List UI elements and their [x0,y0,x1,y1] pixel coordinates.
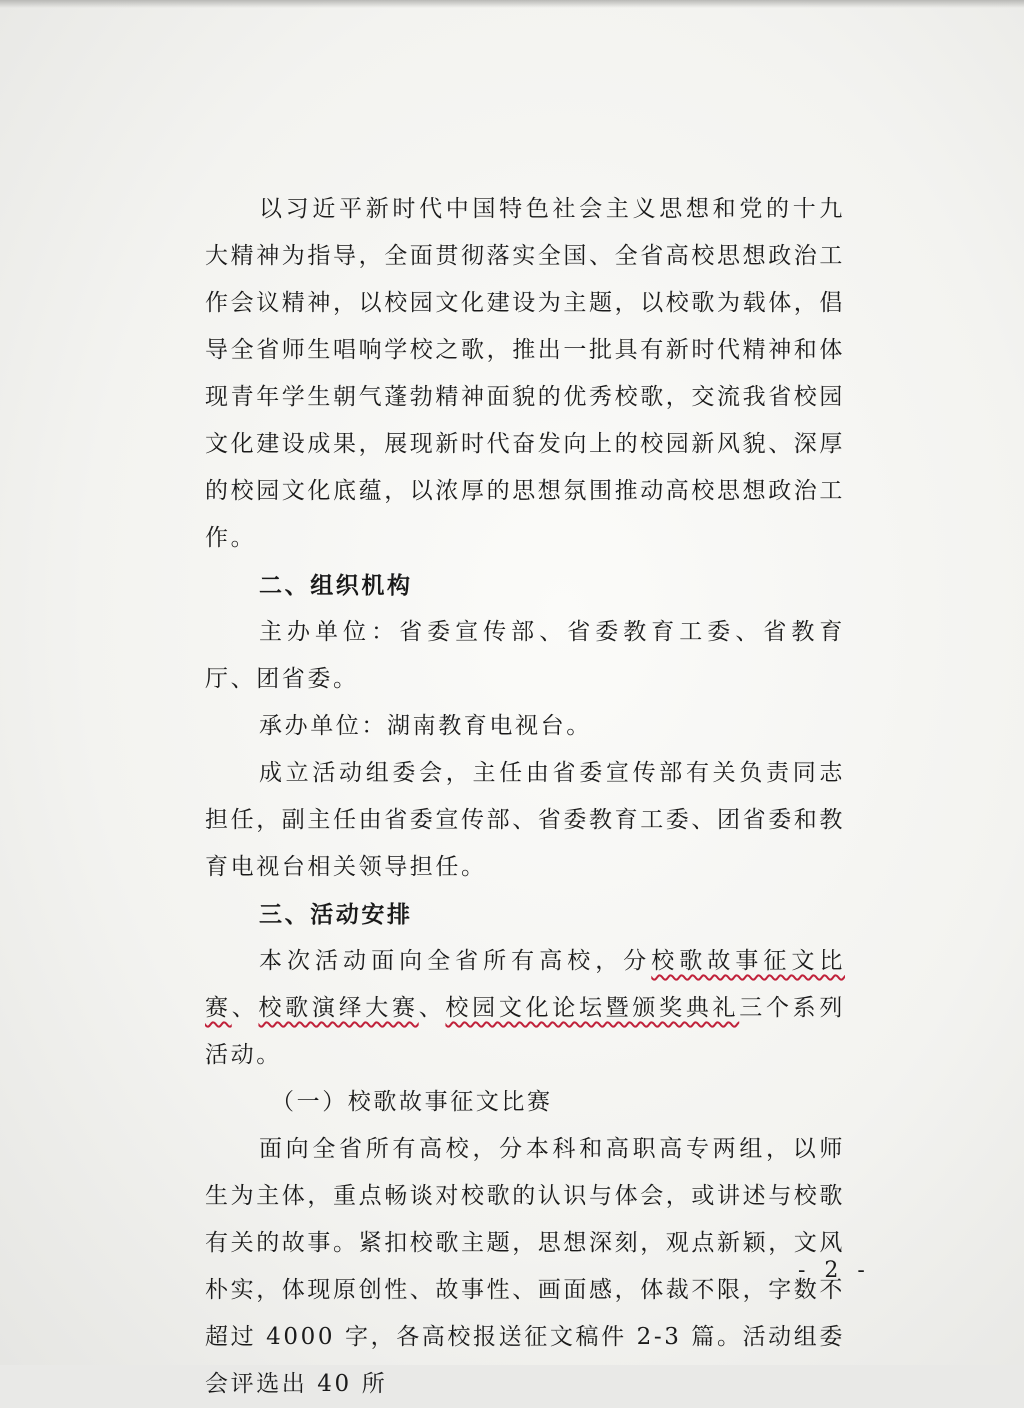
subsection-heading-essay: （一）校歌故事征文比赛 [271,1089,553,1115]
activities-prefix: 本次活动面向全省所有高校，分 [259,948,652,974]
page-top-edge [0,0,1024,8]
section-heading-organization: 二、组织机构 [259,572,413,599]
activities-separator: 、 [231,995,259,1021]
activities-suffix: 三个系列活动。 [205,995,845,1068]
activity-essay-contest: 校歌故事征文比赛 [205,948,845,1021]
intro-paragraph: 以习近平新时代中国特色社会主义思想和党的十九大精神为指导，全面贯彻落实全国、全省高校思想政治工作会议精神，以校园文化建设为主题，以校歌为载体，倡导全省师生唱响学校之歌，推出一批具有新时代精神和体现青年学生朝气蓬勃精神面貌的优秀校歌，交流我省校园文化建设成果，展现新时代奋发向上的校园新风貌、深厚的校园文化底蕴，以浓厚的思想氛围推动高校思想政治工作。 [205,196,845,551]
host-units-paragraph: 主办单位：省委宣传部、省委教育工委、省教育厅、团省委。 [205,619,845,692]
activities-separator: 、 [418,995,446,1021]
activities-paragraph [205,938,845,1079]
page-number: - 2 - [798,1258,871,1283]
organizer-unit-paragraph: 承办单位：湖南教育电视台。 [259,713,592,739]
document-body [205,186,845,1408]
subsection-essay-body: 面向全省所有高校，分本科和高职高专两组，以师生为主体，重点畅谈对校歌的认识与体会，或讲述与校歌有关的故事。紧扣校歌主题，思想深刻，观点新颖，文风朴实，体现原创性、故事性、画面感，体裁不限，字数不超过 4000 字，各高校报送征文稿件 2-3 篇。活动组委会评选出 40 所 [205,1136,845,1397]
activity-song-performance: 校歌演绎大赛 [258,995,419,1021]
section-heading-arrangement: 三、活动安排 [259,901,413,928]
activity-culture-forum: 校园文化论坛暨颁奖典礼 [445,995,740,1021]
committee-paragraph: 成立活动组委会，主任由省委宣传部有关负责同志担任，副主任由省委宣传部、省委教育工委、团省委和教育电视台相关领导担任。 [205,760,845,880]
